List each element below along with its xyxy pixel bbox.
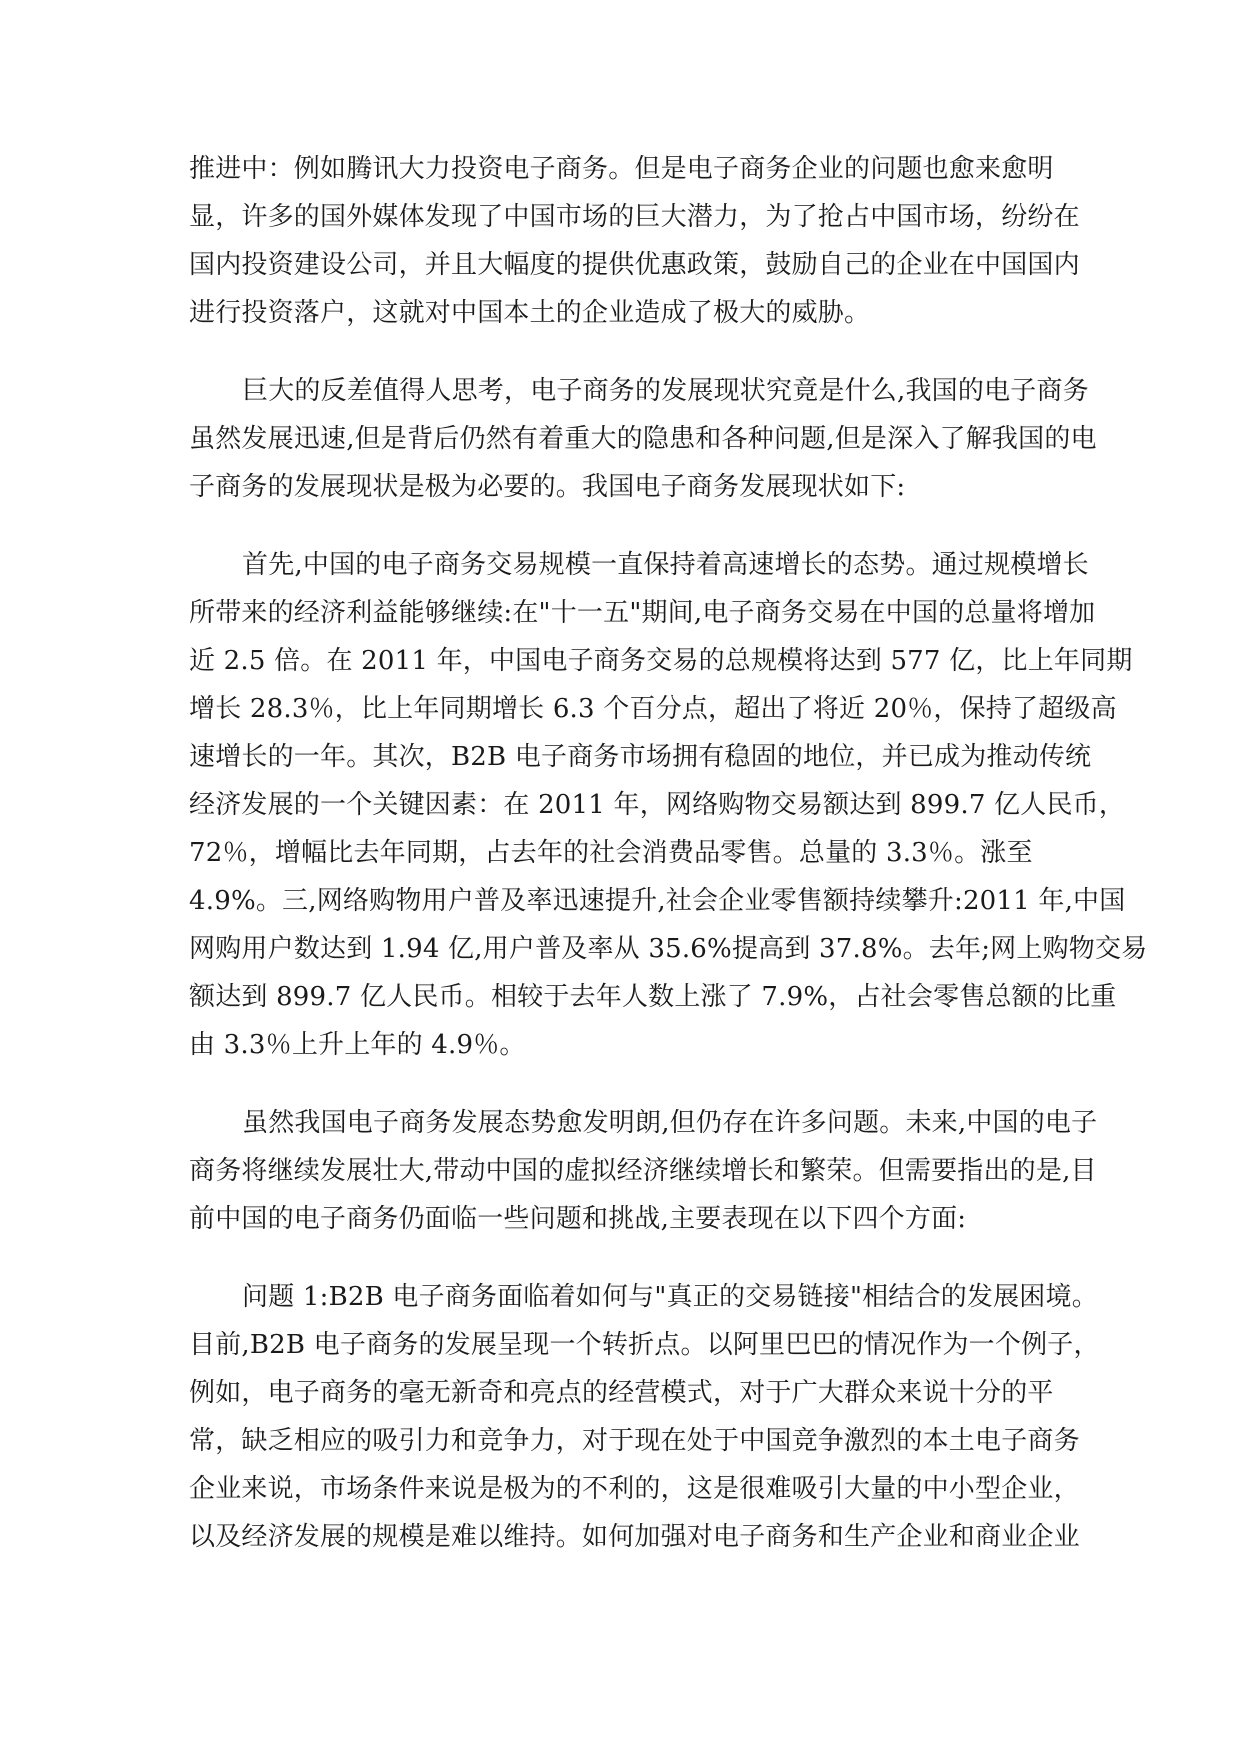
- paragraph-line: 经济发展的一个关键因素：在 2011 年，网络购物交易额达到 899.7 亿人民币，: [189, 790, 1126, 820]
- paragraph-line: 首先,中国的电子商务交易规模一直保持着高速增长的态势。通过规模增长: [242, 550, 1089, 580]
- paragraph-line: 4.9%。三,网络购物用户普及率迅速提升,社会企业零售额持续攀升:2011 年,中国: [189, 886, 1126, 916]
- paragraph-line: 由 3.3％上升上年的 4.9％。: [189, 1030, 526, 1060]
- paragraph-line: 增长 28.3％，比上年同期增长 6.3 个百分点，超出了将近 20％，保持了超级高: [189, 694, 1117, 724]
- paragraph-line: 目前,B2B 电子商务的发展呈现一个转折点。以阿里巴巴的情况作为一个例子，: [189, 1330, 1100, 1360]
- paragraph-line: 巨大的反差值得人思考，电子商务的发展现状究竟是什么,我国的电子商务: [242, 376, 1089, 406]
- paragraph-line: 企业来说，市场条件来说是极为的不利的，这是很难吸引大量的中小型企业，: [189, 1474, 1080, 1504]
- paragraph-line: 72％，增幅比去年同期，占去年的社会消费品零售。总量的 3.3％。涨至: [189, 838, 1033, 868]
- paragraph-line: 额达到 899.7 亿人民币。相较于去年人数上涨了 7.9%，占社会零售总额的比重: [189, 982, 1117, 1012]
- paragraph-line: 国内投资建设公司，并且大幅度的提供优惠政策，鼓励自己的企业在中国国内: [189, 250, 1080, 280]
- paragraph-gap: [189, 337, 1059, 367]
- paragraph-line: 所带来的经济利益能够继续:在"十一五"期间,电子商务交易在中国的总量将增加: [189, 598, 1096, 628]
- paragraph-gap: [189, 1243, 1059, 1273]
- body-text: [189, 145, 1148, 1561]
- paragraph-line: 前中国的电子商务仍面临一些问题和挑战,主要表现在以下四个方面:: [189, 1204, 967, 1234]
- paragraph-line: 以及经济发展的规模是难以维持。如何加强对电子商务和生产企业和商业企业: [189, 1522, 1080, 1552]
- paragraph-gap: [189, 511, 1059, 541]
- paragraph-line: 常，缺乏相应的吸引力和竞争力，对于现在处于中国竞争激烈的本土电子商务: [189, 1426, 1080, 1456]
- paragraph-line: 网购用户数达到 1.94 亿,用户普及率从 35.6%提高到 37.8%。去年;网上购物交易: [189, 934, 1148, 964]
- paragraph-line: 近 2.5 倍。在 2011 年，中国电子商务交易的总规模将达到 577 亿，比上年同期: [189, 646, 1133, 676]
- paragraph-line: 显，许多的国外媒体发现了中国市场的巨大潜力，为了抢占中国市场，纷纷在: [189, 202, 1080, 232]
- paragraph-line: 进行投资落户，这就对中国本土的企业造成了极大的威胁。: [189, 298, 871, 328]
- paragraph-line: 例如，电子商务的毫无新奇和亮点的经营模式，对于广大群众来说十分的平: [189, 1378, 1054, 1408]
- paragraph-line: 商务将继续发展壮大,带动中国的虚拟经济继续增长和繁荣。但需要指出的是,目: [189, 1156, 1097, 1186]
- paragraph-line: 子商务的发展现状是极为必要的。我国电子商务发展现状如下:: [189, 472, 906, 502]
- paragraph-gap: [189, 1069, 1059, 1099]
- paragraph-line: 推进中：例如腾讯大力投资电子商务。但是电子商务企业的问题也愈来愈明: [189, 154, 1054, 184]
- paragraph-line: 虽然发展迅速,但是背后仍然有着重大的隐患和各种问题,但是深入了解我国的电: [189, 424, 1097, 454]
- paragraph-line: 虽然我国电子商务发展态势愈发明朗,但仍存在许多问题。未来,中国的电子: [242, 1108, 1098, 1138]
- paragraph-line: 速增长的一年。其次，B2B 电子商务市场拥有稳固的地位，并已成为推动传统: [189, 742, 1092, 772]
- paragraph-line: 问题 1:B2B 电子商务面临着如何与"真正的交易链接"相结合的发展困境。: [242, 1282, 1098, 1312]
